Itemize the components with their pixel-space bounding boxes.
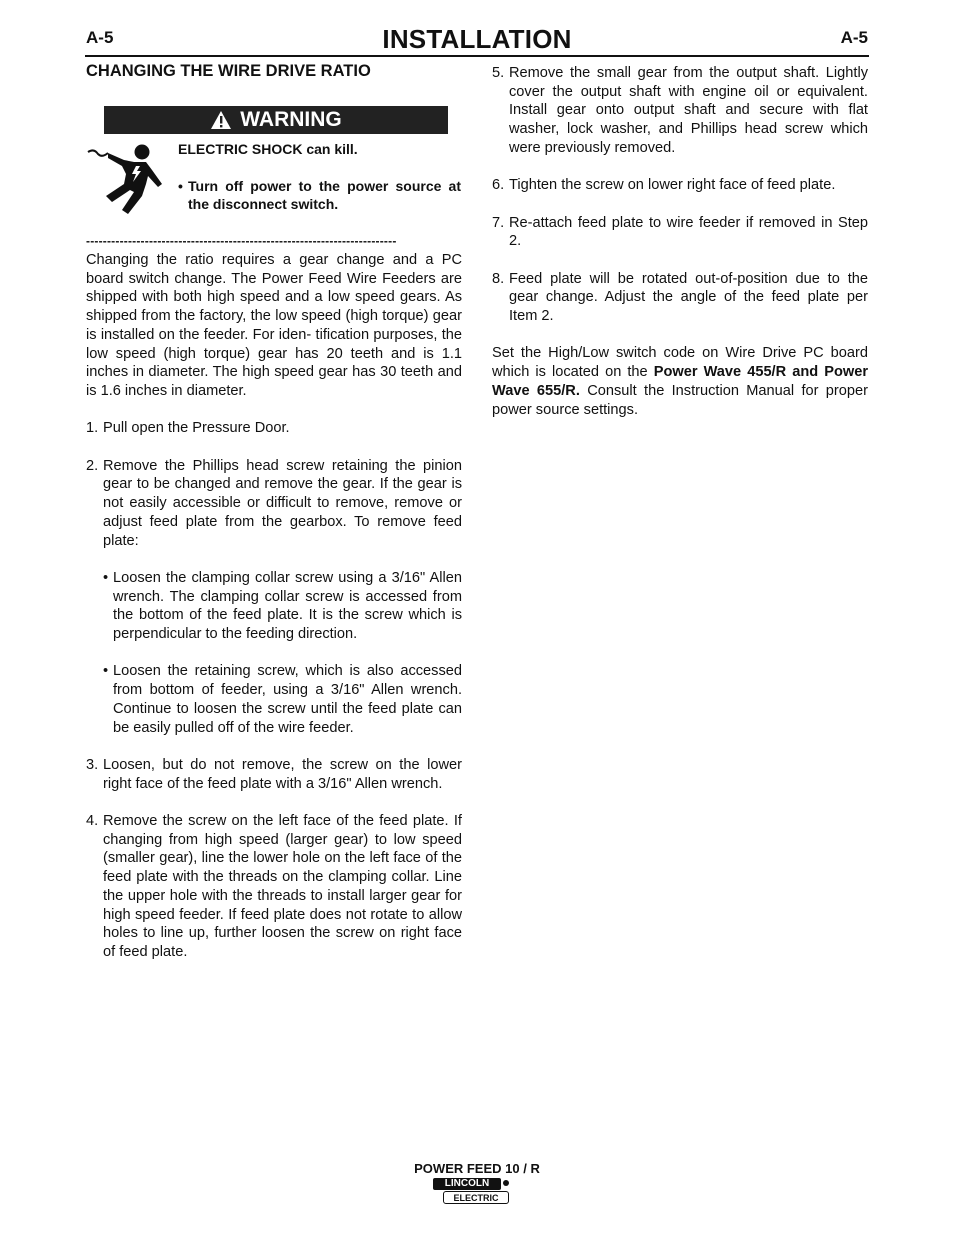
logo-bottom: ELECTRIC [443, 1191, 509, 1204]
closing-paragraph [492, 344, 868, 419]
list-item [492, 64, 868, 158]
warning-separator: -------------------------------------------------------------------------- [86, 234, 397, 248]
warning-label: WARNING [240, 108, 342, 131]
step-text: Pull open the Pressure Door. [103, 420, 290, 437]
page-code-left: A-5 [86, 28, 114, 47]
warning-triangle-icon [210, 110, 232, 130]
section-title: CHANGING THE WIRE DRIVE RATIO [86, 62, 371, 80]
bullet-dot: • [103, 569, 109, 586]
bullet-dot: • [178, 178, 183, 194]
step-number: 8. [492, 270, 505, 287]
left-column [86, 251, 462, 962]
logo-top: LINCOLN [433, 1178, 501, 1190]
header-rule [85, 55, 869, 57]
list-item [492, 270, 868, 326]
step-text: Re-attach feed plate to wire feeder if removed in Step 2. [509, 214, 868, 250]
step-text: Remove the Phillips head screw retaining the pinion gear to be changed and remove the gear. If the gear is not easily accessible or difficult to remove, remove or adjust feed plate from the gearbox. To remove feed plate: [103, 457, 462, 549]
step-number: 7. [492, 214, 505, 231]
footer-model: POWER FEED 10 / R [414, 1161, 540, 1176]
list-item [86, 756, 462, 793]
step-number: 2. [86, 457, 99, 474]
sub-bullet-list [86, 569, 462, 737]
step-number: 4. [86, 813, 99, 829]
intro-paragraph: Changing the ratio requires a gear change and a PC board switch change. The Power Feed Wire Feeders are shipped with both high speed and a low speed gears. As shipped from the factory, the low speed (high torque) gear is installed on the feeder. For iden- tification purposes, the low speed (high torque) gear has 20 teeth and is 1.1 inches in diameter. The high speed gear has 30 teeth and is 1.6 inches in diameter. [86, 252, 462, 399]
sub-bullet-item [103, 662, 462, 737]
electric-shock-icon [86, 140, 172, 222]
step-text: Feed plate will be rotated out-of-position due to the gear change. Adjust the angle of the feed plate per Item 2. [509, 270, 868, 325]
sub-bullet-text: Loosen the clamping collar screw using a 3/16" Allen wrench. The clamping collar screw is accessed from the bottom of the feed plate. It is the screw which is perpendicular to the feeding direction. [113, 569, 462, 643]
bullet-dot: • [103, 663, 109, 680]
step-number: 3. [86, 756, 99, 773]
list-item [492, 176, 868, 195]
step-text: Remove the screw on the left face of the feed plate. If changing from high speed (larger gear) to low speed (smaller gear), line the lower hole on the left face of the feed plate with the threads on the clamping collar. Line the upper hole with the threads to install larger gear for high speed feeder. If feed plate does not rotate to allow holes to line up, further loosen the screw on right face of feed plate. [103, 813, 462, 960]
list-item [86, 419, 462, 438]
registered-mark-icon [503, 1180, 509, 1186]
sub-bullet-text: Loosen the retaining screw, which is also accessed from bottom of feeder, using a 3/16" Allen wrench. Continue to loosen the screw until the feed plate can be easily pulled off of the wire feeder. [113, 663, 462, 736]
list-item [86, 457, 462, 551]
step-number: 5. [492, 65, 505, 81]
closing-text: Consult the Instruction Manual for proper power source settings. [492, 382, 868, 418]
step-text: Remove the small gear from the output shaft. Lightly cover the output shaft with engine oil or equivalent. Install gear onto output shaft and secure with flat washer, lock washer, and Phillips head screw which were previously removed. [509, 65, 868, 156]
warning-bullet [178, 177, 461, 213]
page-title: INSTALLATION [382, 24, 572, 54]
step-number: 1. [86, 420, 99, 437]
step-number: 6. [492, 177, 505, 194]
warning-banner [104, 106, 448, 134]
warning-bullet-text: Turn off power to the power source at the disconnect switch. [188, 178, 461, 212]
sub-bullet-item [103, 569, 462, 644]
list-item [492, 214, 868, 251]
lincoln-electric-logo [433, 1178, 511, 1206]
warning-heading: ELECTRIC SHOCK can kill. [178, 141, 358, 157]
closing-text: Set the High/Low switch code on Wire Drive PC board which is located on the [492, 345, 868, 381]
step-text: Loosen, but do not remove, the screw on the lower right face of the feed plate with a 3/16" Allen wrench. [103, 756, 462, 792]
list-item [86, 812, 462, 962]
closing-bold-text: Power Wave 455/R and Power Wave 655/R. [492, 364, 869, 399]
step-text: Tighten the screw on lower right face of feed plate. [509, 177, 836, 194]
right-column [492, 64, 868, 419]
page-code-right: A-5 [840, 28, 868, 47]
